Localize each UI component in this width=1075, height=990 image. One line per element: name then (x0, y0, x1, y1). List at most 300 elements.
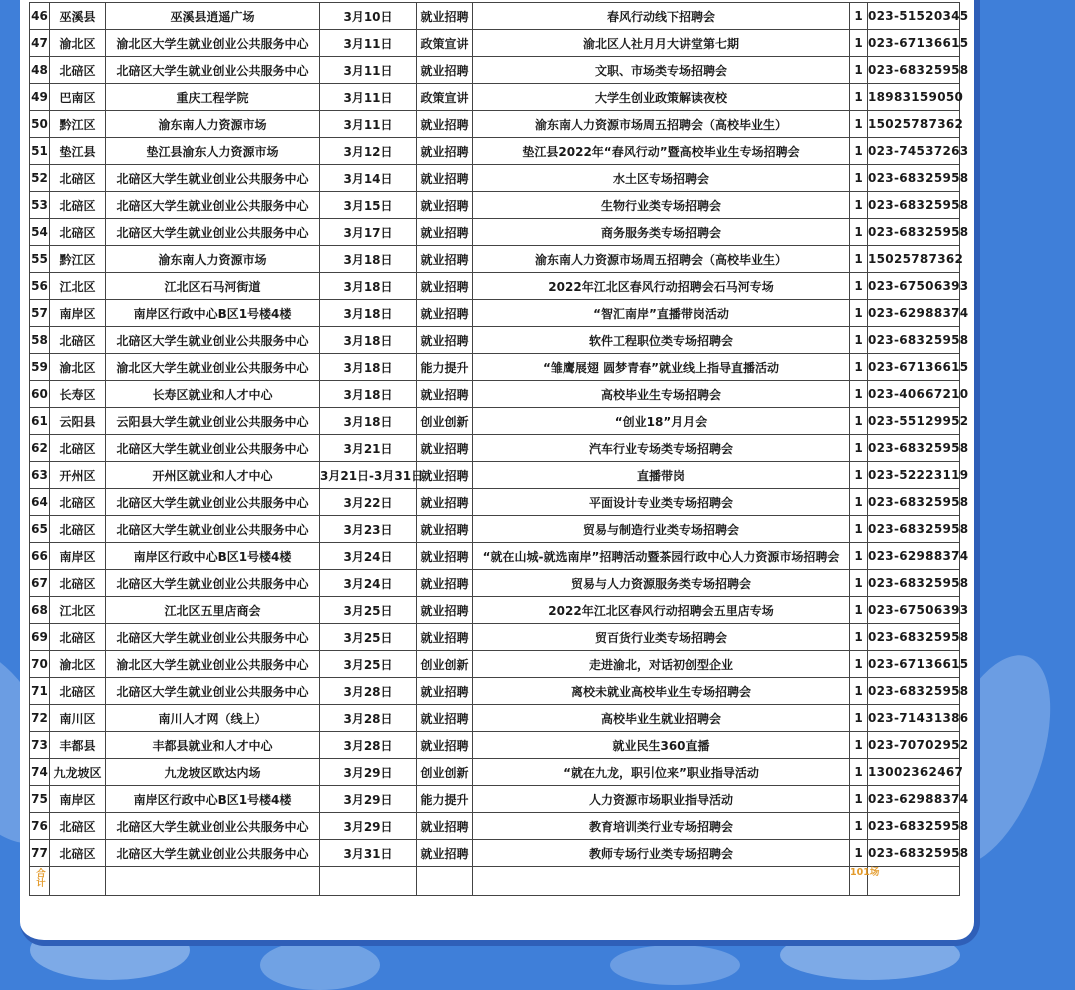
activity-type-cell: 创业创新 (417, 759, 473, 786)
session-count-cell: 1 (850, 111, 868, 138)
row-number-cell: 73 (30, 732, 50, 759)
session-count-cell: 1 (850, 543, 868, 570)
table-row (30, 435, 960, 462)
venue-cell: 丰都县就业和人才中心 (106, 732, 320, 759)
table-row (30, 300, 960, 327)
activity-type-cell: 就业招聘 (417, 192, 473, 219)
date-cell: 3月18日 (320, 381, 417, 408)
activity-name-cell: “创业18”月月会 (473, 408, 850, 435)
row-number-cell: 48 (30, 57, 50, 84)
session-count-cell: 1 (850, 462, 868, 489)
date-cell: 3月24日 (320, 570, 417, 597)
contact-phone-cell: 15025787362 (868, 111, 960, 138)
district-cell: 南岸区 (50, 543, 106, 570)
row-number-cell: 55 (30, 246, 50, 273)
contact-phone-cell: 023-55129952 (868, 408, 960, 435)
row-number-cell: 69 (30, 624, 50, 651)
session-count-cell: 1 (850, 138, 868, 165)
activity-name-cell: “智汇南岸”直播带岗活动 (473, 300, 850, 327)
table-row (30, 84, 960, 111)
empty-cell (417, 867, 473, 896)
table-row (30, 165, 960, 192)
date-cell: 3月25日 (320, 651, 417, 678)
session-count-cell: 1 (850, 624, 868, 651)
date-cell: 3月11日 (320, 30, 417, 57)
venue-cell: 南岸区行政中心B区1号楼4楼 (106, 300, 320, 327)
table-row (30, 408, 960, 435)
row-number-cell: 51 (30, 138, 50, 165)
contact-phone-cell: 023-67136615 (868, 354, 960, 381)
activity-name-cell: 贸易与制造行业类专场招聘会 (473, 516, 850, 543)
venue-cell: 北碚区大学生就业创业公共服务中心 (106, 327, 320, 354)
venue-cell: 南岸区行政中心B区1号楼4楼 (106, 543, 320, 570)
date-cell: 3月18日 (320, 354, 417, 381)
district-cell: 长寿区 (50, 381, 106, 408)
session-count-cell: 1 (850, 300, 868, 327)
row-number-cell: 58 (30, 327, 50, 354)
table-row (30, 651, 960, 678)
contact-phone-cell: 023-68325958 (868, 840, 960, 867)
district-cell: 云阳县 (50, 408, 106, 435)
table-body (30, 3, 969, 896)
activity-name-cell: 教育培训类行业专场招聘会 (473, 813, 850, 840)
contact-phone-cell: 023-68325958 (868, 57, 960, 84)
activity-type-cell: 就业招聘 (417, 435, 473, 462)
date-cell: 3月10日 (320, 3, 417, 30)
empty-cell (868, 867, 960, 896)
contact-phone-cell: 023-74537263 (868, 138, 960, 165)
activity-type-cell: 就业招聘 (417, 813, 473, 840)
district-cell: 北碚区 (50, 489, 106, 516)
venue-cell: 北碚区大学生就业创业公共服务中心 (106, 219, 320, 246)
contact-phone-cell: 023-68325958 (868, 327, 960, 354)
activity-schedule-table (29, 2, 969, 896)
total-label: 合计 (34, 868, 45, 887)
contact-phone-cell: 023-62988374 (868, 300, 960, 327)
activity-type-cell: 就业招聘 (417, 732, 473, 759)
row-number-cell: 61 (30, 408, 50, 435)
background-leaf-decoration (260, 940, 380, 990)
activity-name-cell: “就在九龙，职引位来”职业指导活动 (473, 759, 850, 786)
venue-cell: 九龙坡区欧达内场 (106, 759, 320, 786)
district-cell: 垫江县 (50, 138, 106, 165)
activity-name-cell: “雏鹰展翅 圆梦青春”就业线上指导直播活动 (473, 354, 850, 381)
date-cell: 3月28日 (320, 678, 417, 705)
schedule-card (20, 0, 980, 946)
activity-name-cell: 垫江县2022年“春风行动”暨高校毕业生专场招聘会 (473, 138, 850, 165)
date-cell: 3月25日 (320, 597, 417, 624)
session-count-cell: 1 (850, 786, 868, 813)
row-number-cell: 75 (30, 786, 50, 813)
venue-cell: 北碚区大学生就业创业公共服务中心 (106, 516, 320, 543)
activity-name-cell: 2022年江北区春风行动招聘会五里店专场 (473, 597, 850, 624)
activity-type-cell: 就业招聘 (417, 516, 473, 543)
row-number-cell: 59 (30, 354, 50, 381)
date-cell: 3月31日 (320, 840, 417, 867)
district-cell: 丰都县 (50, 732, 106, 759)
venue-cell: 北碚区大学生就业创业公共服务中心 (106, 678, 320, 705)
activity-name-cell: 2022年江北区春风行动招聘会石马河专场 (473, 273, 850, 300)
date-cell: 3月18日 (320, 300, 417, 327)
row-number-cell: 54 (30, 219, 50, 246)
table-row (30, 192, 960, 219)
activity-name-cell: 渝东南人力资源市场周五招聘会（高校毕业生） (473, 246, 850, 273)
district-cell: 南岸区 (50, 786, 106, 813)
district-cell: 北碚区 (50, 813, 106, 840)
contact-phone-cell: 13002362467 (868, 759, 960, 786)
contact-phone-cell: 023-68325958 (868, 813, 960, 840)
activity-name-cell: 渝东南人力资源市场周五招聘会（高校毕业生） (473, 111, 850, 138)
date-cell: 3月14日 (320, 165, 417, 192)
contact-phone-cell: 023-67136615 (868, 30, 960, 57)
session-count-cell: 1 (850, 651, 868, 678)
activity-name-cell: 人力资源市场职业指导活动 (473, 786, 850, 813)
activity-type-cell: 能力提升 (417, 786, 473, 813)
activity-name-cell: “就在山城-就选南岸”招聘活动暨茶园行政中心人力资源市场招聘会 (473, 543, 850, 570)
activity-type-cell: 就业招聘 (417, 705, 473, 732)
row-number-cell: 72 (30, 705, 50, 732)
district-cell: 黔江区 (50, 246, 106, 273)
venue-cell: 南川人才网（线上） (106, 705, 320, 732)
date-cell: 3月28日 (320, 705, 417, 732)
contact-phone-cell: 023-62988374 (868, 543, 960, 570)
activity-name-cell: 离校未就业高校毕业生专场招聘会 (473, 678, 850, 705)
venue-cell: 长寿区就业和人才中心 (106, 381, 320, 408)
activity-type-cell: 就业招聘 (417, 840, 473, 867)
contact-phone-cell: 023-68325958 (868, 624, 960, 651)
row-number-cell: 66 (30, 543, 50, 570)
activity-type-cell: 就业招聘 (417, 246, 473, 273)
table-row (30, 30, 960, 57)
activity-name-cell: 贸百货行业类专场招聘会 (473, 624, 850, 651)
contact-phone-cell: 023-67506393 (868, 597, 960, 624)
district-cell: 巴南区 (50, 84, 106, 111)
row-number-cell: 57 (30, 300, 50, 327)
district-cell: 北碚区 (50, 327, 106, 354)
district-cell: 北碚区 (50, 678, 106, 705)
table-row (30, 3, 960, 30)
district-cell: 渝北区 (50, 354, 106, 381)
date-cell: 3月11日 (320, 57, 417, 84)
contact-phone-cell: 023-68325958 (868, 516, 960, 543)
venue-cell: 江北区石马河街道 (106, 273, 320, 300)
activity-type-cell: 就业招聘 (417, 273, 473, 300)
row-number-cell: 68 (30, 597, 50, 624)
row-number-cell: 71 (30, 678, 50, 705)
activity-type-cell: 就业招聘 (417, 111, 473, 138)
contact-phone-cell: 023-67506393 (868, 273, 960, 300)
contact-phone-cell: 023-68325958 (868, 489, 960, 516)
session-count-cell: 1 (850, 84, 868, 111)
date-cell: 3月21日-3月31日 (320, 462, 417, 489)
activity-type-cell: 能力提升 (417, 354, 473, 381)
row-number-cell: 76 (30, 813, 50, 840)
session-count-cell: 1 (850, 246, 868, 273)
empty-cell (50, 867, 106, 896)
date-cell: 3月29日 (320, 759, 417, 786)
table-row (30, 246, 960, 273)
date-cell: 3月15日 (320, 192, 417, 219)
row-number-cell: 70 (30, 651, 50, 678)
table-row (30, 543, 960, 570)
contact-phone-cell: 023-67136615 (868, 651, 960, 678)
activity-type-cell: 就业招聘 (417, 462, 473, 489)
row-number-cell: 49 (30, 84, 50, 111)
date-cell: 3月18日 (320, 408, 417, 435)
row-number-cell: 53 (30, 192, 50, 219)
activity-name-cell: 贸易与人力资源服务类专场招聘会 (473, 570, 850, 597)
row-number-cell: 50 (30, 111, 50, 138)
session-count-cell: 1 (850, 516, 868, 543)
activity-type-cell: 就业招聘 (417, 489, 473, 516)
district-cell: 江北区 (50, 273, 106, 300)
session-count-cell: 1 (850, 489, 868, 516)
date-cell: 3月17日 (320, 219, 417, 246)
session-count-cell: 1 (850, 597, 868, 624)
district-cell: 北碚区 (50, 516, 106, 543)
contact-phone-cell: 023-68325958 (868, 678, 960, 705)
contact-phone-cell: 023-40667210 (868, 381, 960, 408)
empty-cell (106, 867, 320, 896)
background-leaf-decoration (610, 945, 740, 985)
district-cell: 北碚区 (50, 192, 106, 219)
session-count-cell: 1 (850, 30, 868, 57)
activity-name-cell: 水土区专场招聘会 (473, 165, 850, 192)
activity-type-cell: 就业招聘 (417, 543, 473, 570)
venue-cell: 北碚区大学生就业创业公共服务中心 (106, 435, 320, 462)
activity-name-cell: 走进渝北，对话初创型企业 (473, 651, 850, 678)
activity-name-cell: 软件工程职位类专场招聘会 (473, 327, 850, 354)
venue-cell: 北碚区大学生就业创业公共服务中心 (106, 570, 320, 597)
venue-cell: 北碚区大学生就业创业公共服务中心 (106, 57, 320, 84)
activity-name-cell: 春风行动线下招聘会 (473, 3, 850, 30)
table-row (30, 489, 960, 516)
activity-name-cell: 文职、市场类专场招聘会 (473, 57, 850, 84)
total-label-cell (30, 867, 50, 896)
row-number-cell: 77 (30, 840, 50, 867)
row-number-cell: 63 (30, 462, 50, 489)
district-cell: 北碚区 (50, 570, 106, 597)
venue-cell: 渝北区大学生就业创业公共服务中心 (106, 30, 320, 57)
district-cell: 黔江区 (50, 111, 106, 138)
session-count-cell: 1 (850, 678, 868, 705)
venue-cell: 北碚区大学生就业创业公共服务中心 (106, 192, 320, 219)
venue-cell: 江北区五里店商会 (106, 597, 320, 624)
venue-cell: 北碚区大学生就业创业公共服务中心 (106, 624, 320, 651)
venue-cell: 北碚区大学生就业创业公共服务中心 (106, 840, 320, 867)
activity-type-cell: 就业招聘 (417, 327, 473, 354)
venue-cell: 渝北区大学生就业创业公共服务中心 (106, 651, 320, 678)
row-number-cell: 60 (30, 381, 50, 408)
contact-phone-cell: 023-52223119 (868, 462, 960, 489)
venue-cell: 渝东南人力资源市场 (106, 111, 320, 138)
activity-type-cell: 政策宣讲 (417, 30, 473, 57)
activity-type-cell: 就业招聘 (417, 597, 473, 624)
venue-cell: 垫江县渝东人力资源市场 (106, 138, 320, 165)
table-row (30, 678, 960, 705)
table-row (30, 570, 960, 597)
activity-name-cell: 直播带岗 (473, 462, 850, 489)
table-row (30, 354, 960, 381)
table-row (30, 111, 960, 138)
district-cell: 北碚区 (50, 624, 106, 651)
activity-name-cell: 生物行业类专场招聘会 (473, 192, 850, 219)
activity-type-cell: 就业招聘 (417, 624, 473, 651)
date-cell: 3月21日 (320, 435, 417, 462)
activity-type-cell: 就业招聘 (417, 165, 473, 192)
contact-phone-cell: 18983159050 (868, 84, 960, 111)
row-number-cell: 52 (30, 165, 50, 192)
activity-name-cell: 平面设计专业类专场招聘会 (473, 489, 850, 516)
activity-type-cell: 创业创新 (417, 651, 473, 678)
table-row (30, 705, 960, 732)
row-number-cell: 74 (30, 759, 50, 786)
date-cell: 3月18日 (320, 246, 417, 273)
contact-phone-cell: 023-62988374 (868, 786, 960, 813)
total-row (30, 867, 960, 896)
table-row (30, 516, 960, 543)
venue-cell: 北碚区大学生就业创业公共服务中心 (106, 165, 320, 192)
date-cell: 3月24日 (320, 543, 417, 570)
row-number-cell: 65 (30, 516, 50, 543)
table-row (30, 840, 960, 867)
venue-cell: 渝东南人力资源市场 (106, 246, 320, 273)
district-cell: 北碚区 (50, 219, 106, 246)
activity-type-cell: 就业招聘 (417, 300, 473, 327)
district-cell: 江北区 (50, 597, 106, 624)
venue-cell: 开州区就业和人才中心 (106, 462, 320, 489)
district-cell: 北碚区 (50, 840, 106, 867)
date-cell: 3月18日 (320, 327, 417, 354)
district-cell: 渝北区 (50, 651, 106, 678)
table-row (30, 219, 960, 246)
table-row (30, 381, 960, 408)
activity-type-cell: 就业招聘 (417, 381, 473, 408)
activity-name-cell: 教师专场行业类专场招聘会 (473, 840, 850, 867)
empty-cell (320, 867, 417, 896)
date-cell: 3月12日 (320, 138, 417, 165)
district-cell: 北碚区 (50, 435, 106, 462)
contact-phone-cell: 023-68325958 (868, 435, 960, 462)
session-count-cell: 1 (850, 759, 868, 786)
contact-phone-cell: 023-51520345 (868, 3, 960, 30)
session-count-cell: 1 (850, 570, 868, 597)
row-number-cell: 64 (30, 489, 50, 516)
session-count-cell: 1 (850, 408, 868, 435)
activity-type-cell: 就业招聘 (417, 570, 473, 597)
date-cell: 3月25日 (320, 624, 417, 651)
district-cell: 北碚区 (50, 165, 106, 192)
row-number-cell: 47 (30, 30, 50, 57)
session-count-cell: 1 (850, 840, 868, 867)
contact-phone-cell: 023-68325958 (868, 165, 960, 192)
date-cell: 3月22日 (320, 489, 417, 516)
row-number-cell: 46 (30, 3, 50, 30)
activity-name-cell: 大学生创业政策解读夜校 (473, 84, 850, 111)
contact-phone-cell: 023-68325958 (868, 192, 960, 219)
date-cell: 3月11日 (320, 84, 417, 111)
session-count-cell: 1 (850, 327, 868, 354)
table-row (30, 327, 960, 354)
session-count-cell: 1 (850, 192, 868, 219)
session-count-cell: 1 (850, 354, 868, 381)
session-count-cell: 1 (850, 732, 868, 759)
activity-name-cell: 高校毕业生就业招聘会 (473, 705, 850, 732)
total-count-cell (850, 867, 880, 896)
session-count-cell: 1 (850, 273, 868, 300)
district-cell: 开州区 (50, 462, 106, 489)
activity-name-cell: 高校毕业生专场招聘会 (473, 381, 850, 408)
session-count-cell: 1 (850, 813, 868, 840)
total-count: 101场 (850, 867, 880, 878)
session-count-cell: 1 (850, 219, 868, 246)
session-count-cell: 1 (850, 57, 868, 84)
venue-cell: 巫溪县逍遥广场 (106, 3, 320, 30)
table-row (30, 462, 960, 489)
date-cell: 3月18日 (320, 273, 417, 300)
date-cell: 3月29日 (320, 786, 417, 813)
session-count-cell: 1 (850, 705, 868, 732)
venue-cell: 北碚区大学生就业创业公共服务中心 (106, 489, 320, 516)
table-row (30, 786, 960, 813)
contact-phone-cell: 15025787362 (868, 246, 960, 273)
activity-type-cell: 政策宣讲 (417, 84, 473, 111)
date-cell: 3月29日 (320, 813, 417, 840)
date-cell: 3月28日 (320, 732, 417, 759)
activity-type-cell: 创业创新 (417, 408, 473, 435)
contact-phone-cell: 023-71431386 (868, 705, 960, 732)
activity-type-cell: 就业招聘 (417, 678, 473, 705)
activity-type-cell: 就业招聘 (417, 3, 473, 30)
table-row (30, 759, 960, 786)
activity-name-cell: 商务服务类专场招聘会 (473, 219, 850, 246)
activity-name-cell: 就业民生360直播 (473, 732, 850, 759)
table-row (30, 813, 960, 840)
date-cell: 3月23日 (320, 516, 417, 543)
district-cell: 巫溪县 (50, 3, 106, 30)
district-cell: 北碚区 (50, 57, 106, 84)
date-cell: 3月11日 (320, 111, 417, 138)
table-row (30, 732, 960, 759)
session-count-cell: 1 (850, 165, 868, 192)
activity-type-cell: 就业招聘 (417, 138, 473, 165)
activity-name-cell: 渝北区人社月月大讲堂第七期 (473, 30, 850, 57)
venue-cell: 重庆工程学院 (106, 84, 320, 111)
row-number-cell: 56 (30, 273, 50, 300)
venue-cell: 北碚区大学生就业创业公共服务中心 (106, 813, 320, 840)
session-count-cell: 1 (850, 3, 868, 30)
table-row (30, 138, 960, 165)
session-count-cell: 1 (850, 435, 868, 462)
table-row (30, 624, 960, 651)
table-row (30, 597, 960, 624)
contact-phone-cell: 023-68325958 (868, 219, 960, 246)
activity-type-cell: 就业招聘 (417, 57, 473, 84)
row-number-cell: 62 (30, 435, 50, 462)
table-row (30, 57, 960, 84)
contact-phone-cell: 023-68325958 (868, 570, 960, 597)
empty-cell (473, 867, 850, 896)
row-number-cell: 67 (30, 570, 50, 597)
district-cell: 渝北区 (50, 30, 106, 57)
contact-phone-cell: 023-70702952 (868, 732, 960, 759)
venue-cell: 云阳县大学生就业创业公共服务中心 (106, 408, 320, 435)
session-count-cell: 1 (850, 381, 868, 408)
venue-cell: 渝北区大学生就业创业公共服务中心 (106, 354, 320, 381)
activity-type-cell: 就业招聘 (417, 219, 473, 246)
district-cell: 南川区 (50, 705, 106, 732)
district-cell: 南岸区 (50, 300, 106, 327)
